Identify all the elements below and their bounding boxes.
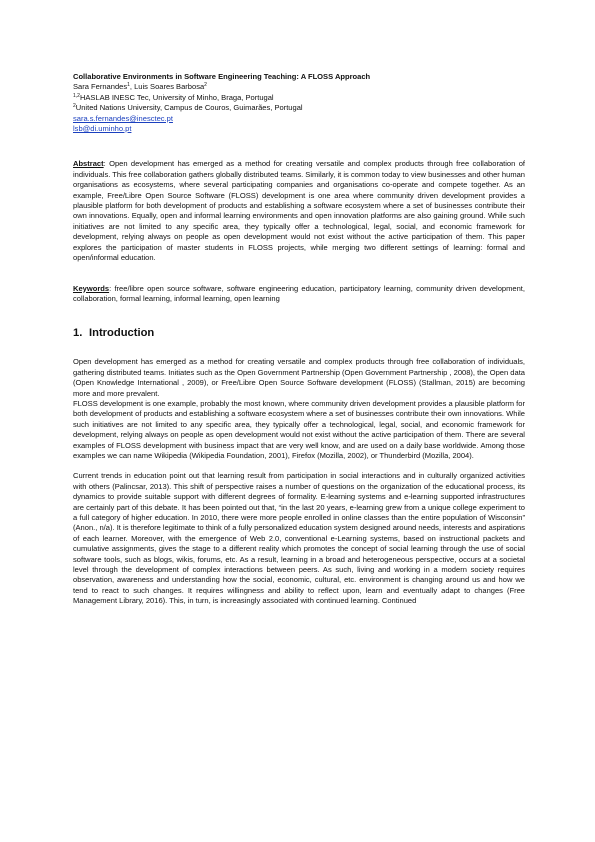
email-link-2[interactable]: lsb@di.uminho.pt	[73, 124, 132, 134]
affiliation-1	[73, 93, 525, 103]
abstract	[73, 159, 525, 263]
abstract-text: : Open development has emerged as a method for creating versatile and complex products through free collaboration of individuals. This free collaboration gathers globally distributed teams. Similarly, it is common today to view businesses and other human organisations as ecosystems, where several participating companies and organisations co-operate and compete together. As an example, Free/Libre Open Source Software (FLOSS) development is one area where community driven development provides a plausible platform for both development of products and establishing a software ecosystem where a set of businesses contribute their own innovations. Equally, open and informal learning environments and open innovation platforms are also gaining ground. While such initiatives are not limited to any specific area, they typically offer a technological, legal, social, and economic framework for development, relying always on people as open development would not exist without the active participation of them. This paper explores the participation of master students in FLOSS projects, while merging two different settings of learning: formal and open/informal education.	[73, 159, 525, 263]
author-1-affiliation-mark: 1	[127, 82, 130, 89]
section-number: 1.	[73, 327, 83, 340]
paper-title: Collaborative Environments in Software Engineering Teaching: A FLOSS Approach	[73, 72, 371, 81]
author-2-affiliation-mark: 2	[204, 82, 207, 89]
affiliation-2-mark: 2	[73, 103, 76, 110]
author-2-name: Luis Soares Barbosa	[134, 82, 205, 92]
affiliation-2	[73, 103, 525, 113]
affiliation-1-text: HASLAB INESC Tec, University of Minho, Braga, Portugal	[79, 92, 274, 102]
keywords	[73, 284, 525, 305]
affiliation-1-mark: 1,2	[73, 92, 80, 99]
abstract-label: Abstract	[73, 159, 104, 169]
body-paragraph-2: FLOSS development is one example, probably the most known, where community driven development provides a plausible platform for both development of products and establishing a software ecosystem where a set of businesses contribute their own innovations. While such initiatives are not limited to any specific area, they typically offer a technological, legal, social, and economic framework for development, relying always on people as open development would not exist without the active participation of them. There are several examples of FLOSS development with business impact that are very well know, and are used on a daily base worldwide. Among those examples we can name Wikipedia (Wikipedia Foundation, 2001), Firefox (Mozilla, 2002), or Thunderbird (Mozilla, 2004).	[73, 398, 525, 460]
keywords-text: : free/libre open source software, software engineering education, participatory learning, community driven development, collaboration, formal learning, informal learning, open learning	[73, 283, 525, 303]
section-heading	[73, 326, 525, 340]
paper-page	[73, 72, 525, 607]
affiliation-2-text: United Nations University, Campus de Couros, Guimarães, Portugal	[75, 103, 303, 113]
keywords-label: Keywords	[73, 283, 110, 293]
section-title: Introduction	[89, 327, 155, 340]
author-line	[73, 82, 525, 92]
body-paragraph-1: Open development has emerged as a method for creating versatile and complex products through free collaboration of individuals, gathering distributed teams. Initiates such as the Open Government Partnership (Open Government Partnership , 2008), the Open data (Open Knowledge International , 2009), or Free/Libre Open Source Software development (FLOSS) (Stallman, 2015) are becoming more and more prevalent.	[73, 357, 525, 398]
author-1-name: Sara Fernandes	[73, 82, 128, 92]
author-separator: ,	[129, 82, 135, 92]
body-paragraph-3: Current trends in education point out that learning result from participation in social interactions and in culturally organized activities with others (Palincsar, 2013). This shift of perspective raises a number of questions on the organization of the educational process, its dynamics to provide suitable support with different degrees of formality. E-learning systems and e-learning supported infrastructures are certainly part of this debate. It has been pointed out that, “in the last 20 years, e-learning grew from a unique college experiment to a full category of higher education. In 2010, there were more people enrolled in online classes than the entire population of Wisconsin” (Anon., n/a). It is therefore legitimate to think of a fully personalized education system designed around needs, interests and aspirations of each learner. Moreover, with the emergence of Web 2.0, conventional e-Learning systems, based on instructional packets and cumulative assignments, gives the stage to a different reality which promotes the concept of social learning through the use of social software tools, such as blogs, wikis, forums, etc. As a result, learning in a broad and heterogeneous perspective, occurs at a societal level through the development of complex interactions between peers. As such, living and working in a modern society requires observation, awareness and understanding how the social, economic, cultural, etc. environment is changing around us and how we tend to react to such changes. It requires willingness and ability to reflect upon, learn and eventually adapt to changes (Free Management Library, 2016). This, in turn, is increasingly associated with continued learning. Continued	[73, 471, 525, 606]
email-link-1[interactable]: sara.s.fernandes@inesctec.pt	[73, 113, 173, 123]
